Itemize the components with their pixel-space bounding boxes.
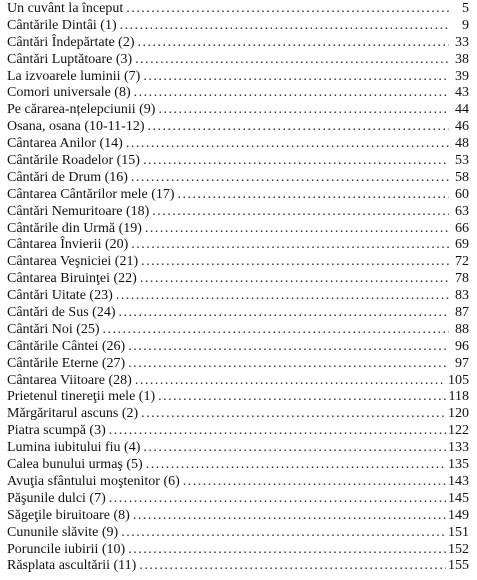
dot-leader — [133, 508, 446, 525]
toc-entry-title: Păşunile dulci (7) — [7, 490, 106, 506]
toc-entry — [7, 322, 469, 339]
toc-entry-title: Prietenul tinereţii mele (1) — [7, 389, 156, 405]
dot-leader — [116, 288, 449, 305]
toc-entry-title: Cântarea Viitoare (28) — [7, 372, 132, 388]
dot-leader — [143, 153, 449, 170]
toc-entry-page-number: 38 — [455, 51, 469, 67]
toc-entry — [7, 221, 469, 238]
toc-entry-title: Cântarea Veşniciei (21) — [7, 254, 139, 270]
toc-entry — [7, 85, 469, 102]
toc-entry-title: La izvoarele luminii (7) — [7, 68, 141, 84]
toc-entry — [7, 406, 469, 423]
toc-entry-title: Cântările Roadelor (15) — [7, 153, 140, 169]
dot-leader — [131, 237, 449, 254]
toc-entry — [7, 457, 469, 474]
toc-entry-title: Cântări Noi (25) — [7, 321, 100, 337]
toc-entry-page-number: 60 — [455, 186, 469, 202]
toc-entry-page-number: 122 — [448, 423, 469, 439]
toc-entry-page-number: 53 — [455, 153, 469, 169]
toc-entry-page-number: 87 — [455, 305, 469, 321]
toc-entry — [7, 305, 469, 322]
toc-entry — [7, 204, 469, 221]
dot-leader — [109, 491, 446, 508]
toc-entry — [7, 237, 469, 254]
toc-entry-title: Lumina iubitului fiu (4) — [7, 440, 141, 456]
toc-entry-title: Piatra scumpă (3) — [7, 423, 106, 439]
dot-leader — [135, 373, 446, 390]
toc-entry-page-number: 46 — [455, 119, 469, 135]
toc-entry — [7, 52, 469, 69]
dot-leader — [143, 69, 449, 86]
toc-entry-page-number: 44 — [455, 102, 469, 118]
toc-entry-title: Cântări de Drum (16) — [7, 169, 128, 185]
toc-entry-page-number: 135 — [448, 457, 469, 473]
toc-entry-title: Avuţia sfântului moştenitor (6) — [7, 473, 180, 489]
toc-entry-title: Mărgăritarul ascuns (2) — [7, 406, 139, 422]
toc-entry — [7, 525, 469, 542]
toc-entry-title: Comori universale (8) — [7, 85, 131, 101]
toc-entry — [7, 35, 469, 52]
toc-entry-title: Cântările Eterne (27) — [7, 355, 126, 371]
dot-leader — [126, 136, 449, 153]
toc-entry — [7, 288, 469, 305]
toc-entry — [7, 542, 469, 559]
toc-entry-page-number: 88 — [455, 321, 469, 337]
toc-entry — [7, 423, 469, 440]
toc-entry — [7, 18, 469, 35]
toc-entry — [7, 271, 469, 288]
toc-entry — [7, 170, 469, 187]
dot-leader — [141, 406, 446, 423]
toc-entry — [7, 373, 469, 390]
dot-leader — [128, 356, 449, 373]
dot-leader — [141, 254, 449, 271]
toc-entry-title: Cântările Cântei (26) — [7, 338, 126, 354]
dot-leader — [120, 18, 449, 35]
toc-entry-page-number: 151 — [448, 524, 469, 540]
toc-entry-page-number: 9 — [462, 17, 469, 33]
toc-entry — [7, 491, 469, 508]
toc-entry-title: Cântări Îndepărtate (2) — [7, 34, 135, 50]
dot-leader — [139, 558, 446, 575]
dot-leader — [138, 35, 450, 52]
toc-entry-page-number: 33 — [455, 34, 469, 50]
toc-entry-page-number: 69 — [455, 237, 469, 253]
dot-leader — [103, 322, 449, 339]
dot-leader — [145, 221, 449, 238]
dot-leader — [146, 457, 446, 474]
toc-entry-page-number: 118 — [448, 389, 469, 405]
toc-entry-page-number: 143 — [448, 473, 469, 489]
toc-entry-title: Cântări Nemuritoare (18) — [7, 203, 150, 219]
toc-entry-title: Un cuvânt la început — [7, 1, 124, 16]
toc-entry — [7, 508, 469, 525]
dot-leader — [134, 85, 449, 102]
toc-entry-title: Cântarea Biruinţei (22) — [7, 271, 137, 287]
toc-entry — [7, 440, 469, 457]
toc-entry — [7, 339, 469, 356]
toc-entry-page-number: 39 — [455, 68, 469, 84]
dot-leader — [126, 1, 449, 18]
toc-entry — [7, 558, 469, 575]
toc-entry-title: Cântări Uitate (23) — [7, 288, 113, 304]
toc-entry — [7, 474, 469, 491]
toc-entry-title: Osana, osana (10-11-12) — [7, 119, 145, 135]
dot-leader — [135, 52, 449, 69]
toc-entry-title: Cântările Dintâi (1) — [7, 17, 117, 33]
dot-leader — [143, 440, 446, 457]
toc-entry-page-number: 63 — [455, 203, 469, 219]
dot-leader — [140, 271, 449, 288]
toc-entry — [7, 153, 469, 170]
dot-leader — [131, 170, 449, 187]
toc-entry-title: Poruncile iubirii (10) — [7, 541, 126, 557]
toc-entry-title: Răsplata ascultării (11) — [7, 558, 137, 574]
toc-entry-page-number: 149 — [448, 507, 469, 523]
dot-leader — [128, 339, 449, 356]
dot-leader — [109, 423, 446, 440]
toc-entry-page-number: 105 — [448, 372, 469, 388]
toc-entry-page-number: 120 — [448, 406, 469, 422]
toc-entry-title: Calea bunului urmaş (5) — [7, 457, 143, 473]
toc-entry — [7, 1, 469, 18]
toc-entry-page-number: 48 — [455, 136, 469, 152]
toc-entry-page-number: 96 — [455, 338, 469, 354]
toc-entry-title: Cântarea Învierii (20) — [7, 237, 129, 253]
toc-entry-title: Cântarea Anilor (14) — [7, 136, 123, 152]
dot-leader — [118, 305, 449, 322]
toc-entry-title: Săgeţile biruitoare (8) — [7, 507, 130, 523]
toc-entry — [7, 187, 469, 204]
dot-leader — [152, 204, 449, 221]
table-of-contents — [7, 1, 469, 575]
toc-entry-page-number: 5 — [462, 1, 469, 16]
dot-leader — [178, 187, 449, 204]
toc-entry-title: Pe cărarea-nțelepciunii (9) — [7, 102, 156, 118]
dot-leader — [158, 389, 446, 406]
toc-entry — [7, 136, 469, 153]
toc-entry-page-number: 43 — [455, 85, 469, 101]
toc-entry-page-number: 83 — [455, 288, 469, 304]
toc-entry-page-number: 155 — [448, 558, 469, 574]
toc-entry-page-number: 133 — [448, 440, 469, 456]
toc-entry-title: Cântările din Urmă (19) — [7, 220, 142, 236]
toc-entry — [7, 389, 469, 406]
toc-entry — [7, 102, 469, 119]
dot-leader — [158, 102, 449, 119]
toc-entry — [7, 119, 469, 136]
toc-entry-page-number: 145 — [448, 490, 469, 506]
toc-entry-title: Cântări de Sus (24) — [7, 305, 116, 321]
toc-entry-title: Cununile slăvite (9) — [7, 524, 119, 540]
dot-leader — [121, 525, 446, 542]
toc-entry-title: Cântări Luptătoare (3) — [7, 51, 133, 67]
dot-leader — [128, 542, 446, 559]
toc-entry-page-number: 97 — [455, 355, 469, 371]
toc-entry — [7, 69, 469, 86]
toc-entry — [7, 254, 469, 271]
toc-entry-page-number: 72 — [455, 254, 469, 270]
toc-entry-title: Cântarea Cântărilor mele (17) — [7, 186, 175, 202]
toc-entry-page-number: 58 — [455, 169, 469, 185]
dot-leader — [183, 474, 446, 491]
toc-entry-page-number: 152 — [448, 541, 469, 557]
toc-entry-page-number: 78 — [455, 271, 469, 287]
toc-entry-page-number: 66 — [455, 220, 469, 236]
dot-leader — [148, 119, 450, 136]
toc-entry — [7, 356, 469, 373]
